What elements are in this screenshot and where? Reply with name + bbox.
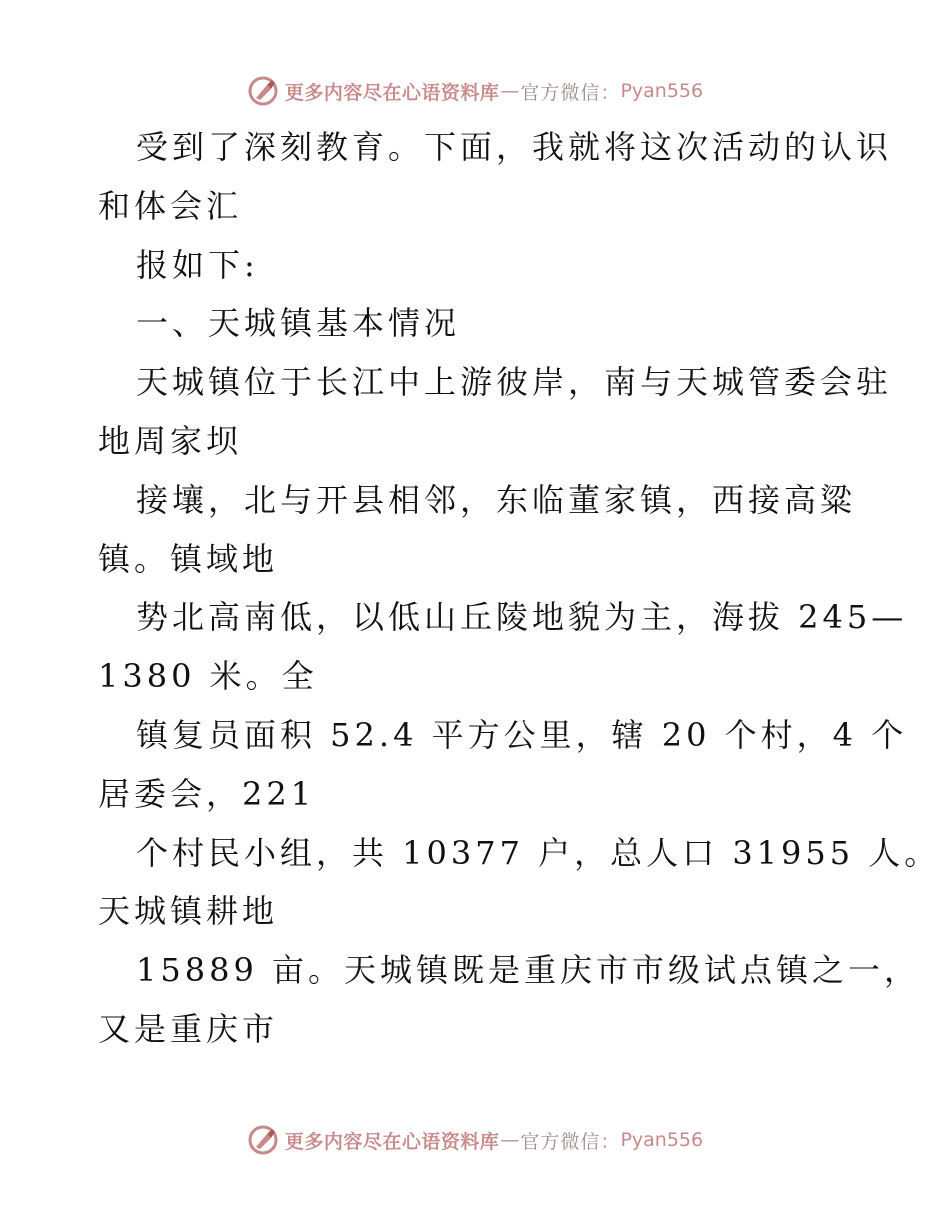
header-site-name: 更多内容尽在心语资料库 — [284, 81, 500, 104]
document-body — [98, 118, 941, 1059]
footer-site-name: 更多内容尽在心语资料库 — [284, 1130, 500, 1153]
paragraph-line: 居委会，221 — [98, 774, 316, 813]
paragraph-line: 地周家坝 — [98, 421, 243, 460]
pen-nib-logo-icon — [247, 75, 279, 107]
header-wechat-label: 官方微信： — [520, 81, 621, 104]
footer-wechat-label: 官方微信： — [520, 1130, 621, 1153]
paragraph-line: 镇复员面积 52.4 平方公里，辖 20 个村，4 个 — [136, 715, 908, 754]
paragraph-line: 报如下: — [136, 245, 259, 284]
paragraph-line: 15889 亩。天城镇既是重庆市市级试点镇之一， — [136, 951, 920, 990]
header-wechat-id: Pyan556 — [620, 80, 704, 102]
paragraph-line: 和体会汇 — [98, 186, 243, 225]
paragraph-line: 天城镇耕地 — [98, 892, 279, 931]
footer-wechat-id: Pyan556 — [620, 1129, 704, 1151]
header-banner — [0, 71, 950, 111]
paragraph-line: 个村民小组，共 10377 户，总人口 31955 人。 — [136, 833, 941, 872]
paragraph-line: 天城镇位于长江中上游彼岸，南与天城管委会驻 — [136, 363, 893, 402]
paragraph-line: 接壤，北与开县相邻，东临董家镇，西接高粱 — [136, 480, 857, 519]
footer-banner — [0, 1120, 950, 1160]
pen-nib-logo-icon — [247, 1124, 279, 1156]
paragraph-line: 镇。镇域地 — [98, 539, 279, 578]
paragraph-line: 受到了深刻教育。下面，我就将这次活动的认识 — [136, 128, 893, 166]
section-heading: 一、天城镇基本情况 — [136, 304, 461, 343]
header-separator: — — [500, 80, 520, 102]
paragraph-line: 又是重庆市 — [98, 1009, 279, 1048]
paragraph-line: 势北高南低，以低山丘陵地貌为主，海拔 245— — [136, 598, 908, 637]
paragraph-line: 1380 米。全 — [98, 657, 318, 696]
footer-separator: — — [500, 1129, 520, 1151]
